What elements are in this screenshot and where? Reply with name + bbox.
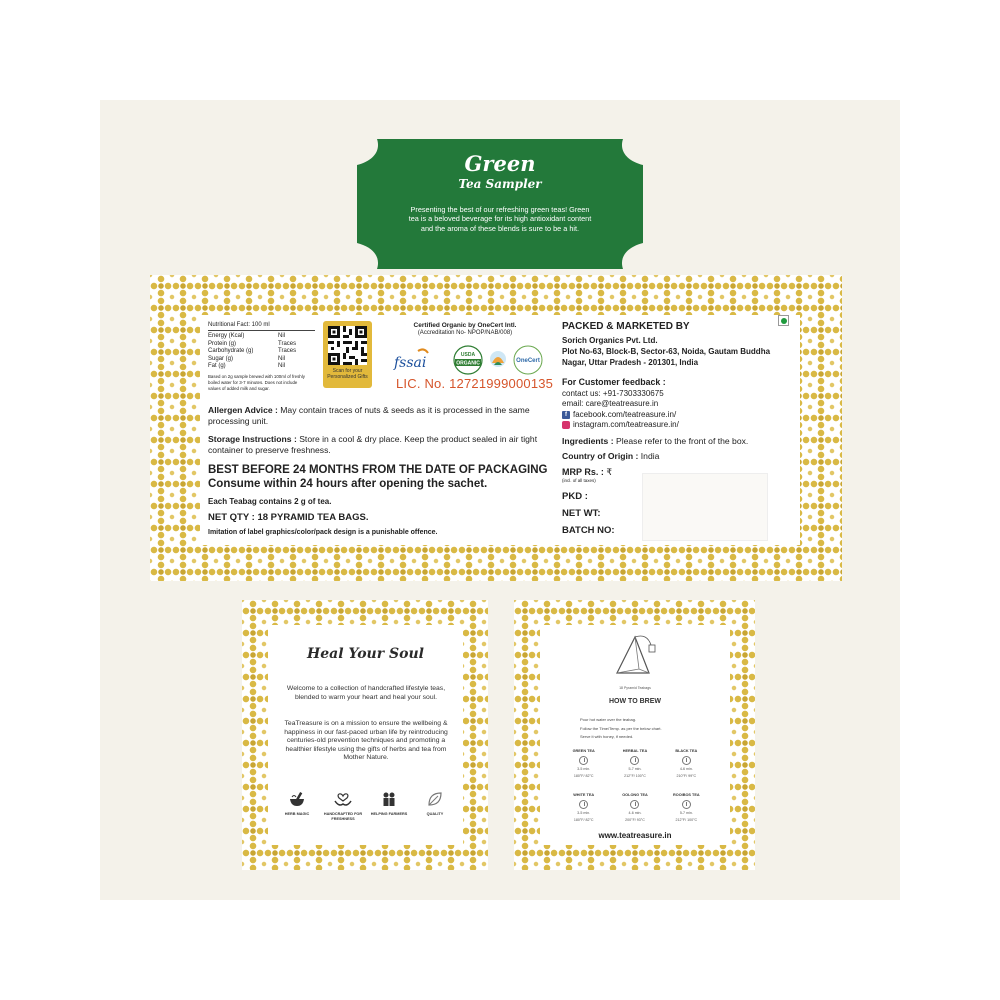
brew-step: Follow the Time/Temp. as per the below chart. — [580, 725, 662, 731]
svg-text:ORGANIC: ORGANIC — [456, 360, 480, 367]
pkd-label: PKD : — [562, 491, 588, 502]
allergen-advice: Allergen Advice : May contain traces of nuts & seeds as it is processed in the same processing unit. — [208, 405, 530, 426]
net-quantity: NET QTY : 18 PYRAMID TEA BAGS. — [208, 512, 369, 523]
batch-number-label: BATCH NO: — [562, 525, 615, 536]
nutrition-row: Energy (Kcal) Nil — [208, 333, 285, 340]
clock-icon — [579, 756, 588, 765]
net-weight-label: NET WT: — [562, 508, 601, 519]
nutrition-row: Carbohydrate (g) Traces — [208, 348, 297, 355]
badge-title: Green — [464, 151, 536, 176]
heal-your-soul-panel — [242, 600, 488, 870]
tea-cell: BLACK TEA 4-6 min. 210°F/ 99°C — [675, 749, 698, 778]
instagram-icon — [562, 421, 570, 429]
nutrition-row: Sugar (g) Nil — [208, 355, 285, 362]
best-before: BEST BEFORE 24 MONTHS FROM THE DATE OF PACKAGING — [208, 464, 548, 476]
feature-item: HERB MAGIC — [276, 789, 318, 821]
farmers-icon — [379, 789, 399, 809]
veg-mark-icon — [778, 315, 789, 326]
brew-title: HOW TO BREW — [609, 698, 661, 705]
nutrition-row: Protein (g) Traces — [208, 340, 297, 347]
feedback-heading: For Customer feedback : — [562, 377, 666, 387]
accreditation-number: (Accreditation No- NPOP/NAB/008) — [417, 330, 513, 336]
onecert-logo-icon — [514, 346, 542, 374]
storage-instructions: Storage Instructions : Store in a cool & dry place. Keep the product sealed in air tight container to preserve freshness. — [208, 434, 538, 455]
qr-caption: Scan for your Personalized Gifts — [327, 368, 368, 380]
tea-cell: GREEN TEA 3-5 min. 180°F/ 82°C — [572, 749, 595, 778]
teabag-weight: Each Teabag contains 2 g of tea. — [208, 497, 332, 506]
mrp-label: MRP Rs. : ₹ — [562, 467, 613, 477]
brew-step: Serve it with honey, if needed. — [580, 734, 634, 739]
right-column — [562, 315, 800, 545]
nutrition-facts — [208, 322, 315, 391]
leaf-icon — [425, 789, 445, 809]
website-link[interactable]: www.teatreasure.in — [598, 831, 672, 840]
tea-cell: WHITE TEA 3-5 min. 180°F/ 82°C — [573, 793, 595, 822]
pyramid-teabag-icon — [613, 631, 663, 683]
mrp-note: (incl. of all taxes) — [562, 478, 596, 483]
consume-note: Consume within 24 hours after opening the sachet. — [208, 478, 488, 490]
price-stamp-area — [642, 473, 768, 541]
contact-details — [562, 389, 679, 431]
feature-item: QUALITY — [414, 789, 456, 821]
nutrition-header: Nutritional Fact: 100 ml — [208, 322, 315, 331]
svg-text:fssai: fssai — [394, 355, 427, 371]
tea-cell: HERBAL TEA 5-7 min. 212°F/ 100°C — [622, 749, 648, 778]
clock-icon — [630, 756, 639, 765]
heal-intro: Welcome to a collection of handcrafted lifestyle teas, blended to warm your heart and heal your soul. — [286, 685, 446, 701]
heal-mission: TeaTreasure is on a mission to ensure the wellbeing & happiness in our fast-paced urban life by reintroducing centuries-old prevention techniques and promoting a healthier lifestyle using the gifts of herbs and tea from Mother Nature. — [284, 720, 448, 762]
phone-number: contact us: +91-7303330675 — [562, 389, 664, 398]
svg-text:OneCert: OneCert — [516, 358, 540, 364]
heal-content — [268, 625, 463, 845]
facebook-link[interactable]: f facebook.com/teatreasure.in/ — [562, 410, 679, 420]
mortar-pestle-icon — [287, 789, 307, 809]
brew-caption: 18 Pyramid Teabags — [619, 686, 651, 690]
usda-organic-icon — [454, 346, 482, 374]
green-tea-badge — [357, 139, 643, 269]
imitation-warning: Imitation of label graphics/color/pack design is a punishable offence. — [208, 529, 438, 536]
packer-address: Sorich Organics Pvt. Ltd. Plot No-63, Block-B, Sector-63, Noida, Gautam Buddha Nagar, Uttar Pradesh - 201301, India — [562, 336, 771, 367]
certification-title: Certified Organic by OneCert Intl. — [413, 322, 517, 329]
tea-chart — [560, 749, 710, 833]
clock-icon — [682, 756, 691, 765]
feature-item: HANDCRAFTED FOR FRESHNESS — [322, 789, 364, 821]
country-of-origin: Country of Origin : India — [562, 451, 660, 461]
brew-steps — [580, 716, 710, 742]
qr-code-card[interactable] — [323, 321, 372, 388]
brew-step: Pour hot water over the teabag. — [580, 717, 637, 722]
clock-icon — [682, 800, 691, 809]
feature-item: HELPING FARMERS — [368, 789, 410, 821]
nutrition-row: Fat (g) Nil — [208, 363, 285, 370]
back-label — [150, 275, 842, 581]
ingredients: Ingredients : Please refer to the front of the box. — [562, 436, 749, 446]
brew-content — [540, 625, 730, 845]
fssai-logo-icon — [393, 349, 428, 371]
svg-text:USDA: USDA — [460, 352, 476, 358]
how-to-brew-panel — [514, 600, 755, 870]
heal-title: Heal Your Soul — [307, 646, 424, 662]
certification-logos — [388, 343, 548, 377]
feature-list — [276, 789, 456, 821]
facebook-icon: f — [562, 411, 570, 419]
license-number: LIC. No. 12721999000135 — [396, 376, 554, 391]
packer-heading: PACKED & MARKETED BY — [562, 321, 690, 332]
hands-heart-icon — [333, 789, 353, 809]
email-address[interactable]: email: care@teatreasure.in — [562, 399, 659, 409]
badge-description: Presenting the best of our refreshing green teas! Green tea is a beloved beverage for its high antioxidant content and the aroma of these blends is sure to be a hit. — [408, 205, 592, 233]
clock-icon — [630, 800, 639, 809]
india-organic-icon — [490, 351, 506, 367]
qr-code[interactable] — [328, 326, 367, 365]
clock-icon — [579, 800, 588, 809]
badge-subtitle: Tea Sampler — [458, 177, 542, 191]
instagram-link[interactable]: instagram.com/teatreasure.in/ — [562, 420, 679, 430]
back-label-content — [200, 315, 800, 545]
nutrition-note: Based on 2g sample brewed with 100ml of freshly boiled water for 3-7 minutes. Does not include values of added milk and sugar. — [208, 374, 305, 391]
left-column — [208, 315, 558, 545]
tea-cell: ROOIBOS TEA 5-7 min. 212°F/ 100°C — [673, 793, 700, 822]
tea-cell: OOLONG TEA 4-6 min. 200°F/ 93°C — [622, 793, 648, 822]
